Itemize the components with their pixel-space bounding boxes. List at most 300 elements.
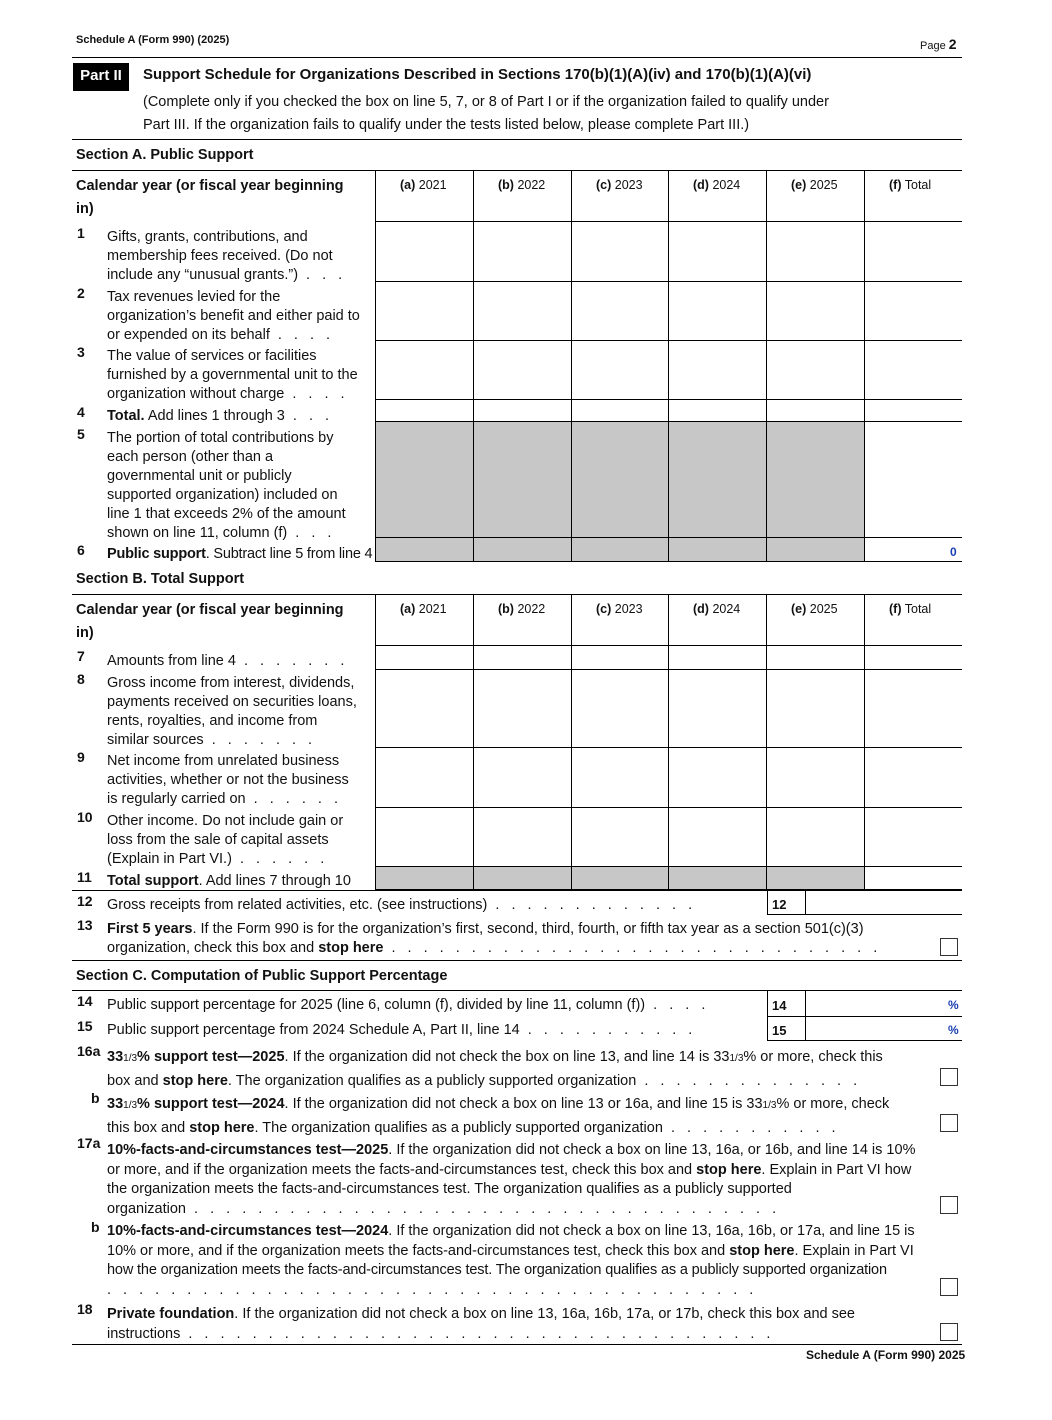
line-17b-label — [107, 1222, 957, 1300]
line-17a-checkbox[interactable] — [940, 1196, 958, 1214]
line-number: b — [91, 1219, 100, 1235]
line-bold: Total support — [107, 873, 199, 889]
leader-dots: . . . . . . — [245, 791, 342, 807]
line-text — [107, 1242, 957, 1262]
leader-dots: . . . . — [284, 386, 349, 402]
column-header-label — [572, 178, 643, 192]
line-number: 1 — [77, 225, 85, 241]
section-b-line-8-col-b[interactable] — [473, 670, 571, 748]
line-text — [107, 1222, 957, 1242]
column-letter: (b) — [498, 178, 514, 192]
line-text-part: similar sources — [107, 732, 204, 748]
leader-dots: . . . — [298, 267, 347, 283]
section-a-line-5-col-e — [766, 422, 864, 538]
line-15-box-bottom — [767, 1040, 962, 1041]
leader-dots: . . . . . . . . . . . — [519, 1022, 697, 1038]
column-header-label — [669, 178, 740, 192]
line-text-part: . If the Form 990 is for the organization’s first, second, third, fourth, or fifth tax year as a section 501(c)(3) — [192, 921, 864, 937]
section-a-line-4-col-d[interactable] — [668, 400, 766, 422]
leader-dots: . . . . . . . . . . . . . . — [636, 1073, 862, 1089]
line-text-part: . The organization qualifies as a publicly supported organization — [254, 1120, 663, 1136]
section-c-title: Section C. Computation of Public Support Percentage — [76, 968, 448, 984]
line-text-part: or expended on its behalf — [107, 327, 270, 343]
fraction: 1/3 — [123, 1053, 138, 1064]
line-text-part: 10% or more, and if the organization meets the facts-and-circumstances test, check this box and — [107, 1242, 730, 1259]
column-year: 2021 — [415, 178, 447, 192]
section-a-line-5-col-c — [571, 422, 668, 538]
line-number: 16a — [77, 1043, 101, 1059]
section-b-line-11-col-a — [375, 867, 473, 890]
line-11-label — [107, 872, 375, 891]
section-a-line-6-col-d — [668, 538, 766, 562]
leader-dots: . . . — [287, 525, 336, 541]
column-letter: (a) — [400, 602, 416, 616]
leader-dots: . . . . . . . — [235, 653, 349, 669]
schedule-header: Schedule A (Form 990) (2025) — [76, 34, 230, 46]
page-label: Page — [920, 40, 946, 52]
column-letter: (d) — [693, 178, 709, 192]
leader-dots: . . . . — [645, 997, 710, 1013]
column-header-label — [474, 178, 545, 192]
section-a-line-2-col-b[interactable] — [473, 282, 571, 341]
line-number: 6 — [77, 542, 85, 558]
line-bold: 33 — [107, 1049, 124, 1065]
line-text-part: this box and — [107, 1120, 190, 1136]
line-text-part: Public support percentage from 2024 Schedule A, Part II, line 14 — [107, 1022, 520, 1038]
line-text-part: . Explain in Part VI how — [761, 1161, 912, 1178]
line-text: the organization meets the facts-and-circumstances test. The organization qualifies as a publicly supported — [107, 1181, 792, 1197]
line-number: 5 — [77, 426, 85, 442]
section-a-line-2-col-f[interactable] — [864, 282, 962, 341]
section-b-line-10-col-d[interactable] — [668, 808, 766, 867]
line-text-part: Amounts from line 4 — [107, 653, 236, 669]
column-letter: (c) — [596, 178, 612, 192]
line-bold: Total. — [107, 408, 145, 424]
line-13-rule — [72, 960, 962, 961]
line-text — [107, 1305, 957, 1325]
line-text-part: Public support percentage for 2025 (line 6, column (f), divided by line 11, column (f)) — [107, 997, 646, 1013]
section-b-line-11-col-d — [668, 867, 766, 890]
fraction: 1/3 — [123, 1100, 138, 1111]
section-b-title: Section B. Total Support — [76, 571, 245, 587]
line-15-box-number: 15 — [772, 1023, 787, 1038]
line-text: Tax revenues levied for the — [107, 289, 281, 305]
section-b-line-10-col-a[interactable] — [375, 808, 473, 867]
line-number: 2 — [77, 285, 85, 301]
column-header — [375, 594, 473, 646]
column-header-label — [474, 602, 545, 616]
bottom-rule — [72, 1344, 962, 1345]
line-17b-checkbox[interactable] — [940, 1278, 958, 1296]
part-description-line-1: (Complete only if you checked the box on line 5, 7, or 8 of Part I or if the organization failed to qualify under — [143, 94, 829, 110]
column-header — [473, 170, 571, 222]
line-text-part: . Add lines 7 through 10 — [198, 873, 351, 889]
section-b-line-11-col-c — [571, 867, 668, 890]
line-number: 11 — [77, 869, 92, 885]
column-year: 2022 — [513, 602, 546, 616]
section-b-line-10-col-c[interactable] — [571, 808, 668, 867]
section-b-line-9-col-f[interactable] — [864, 748, 962, 808]
line-11-rule — [72, 890, 962, 891]
line-text: rents, royalties, and income from — [107, 713, 318, 729]
part-description-line-2: Part III. If the organization fails to qualify under the tests listed below, please complete Part III.) — [143, 117, 750, 133]
line-18-checkbox[interactable] — [940, 1323, 958, 1341]
line-text: organization’s benefit and either paid to — [107, 308, 360, 324]
line-bold: stop here — [318, 940, 384, 956]
line-bold: % support test—2024 — [137, 1096, 285, 1112]
line-text-part: . If the organization did not check a box on line 13 or 16a, and line 15 is 33 — [284, 1096, 763, 1112]
line-text-part: . If the organization did not check a box on line 13, 16a, or 16b, and line 14 is 10% — [388, 1142, 916, 1158]
line-2-label — [107, 288, 375, 345]
line-text-part: % or more, check — [776, 1096, 890, 1112]
section-a-line-4-col-b[interactable] — [473, 400, 571, 422]
leader-dots: . . . . . . . — [203, 732, 317, 748]
line-1-label — [107, 228, 375, 285]
line-13-checkbox[interactable] — [940, 938, 958, 956]
column-header — [571, 594, 668, 646]
line-bold: Public support — [107, 546, 206, 562]
calendar-label-line-2: in) — [76, 625, 94, 641]
line-text: each person (other than a — [107, 449, 274, 465]
column-header-label — [865, 178, 931, 192]
column-year: 2023 — [611, 178, 643, 192]
section-b-line-9-col-a[interactable] — [375, 748, 473, 808]
section-a-line-2-col-d[interactable] — [668, 282, 766, 341]
section-b-line-8-col-e[interactable] — [766, 670, 864, 748]
section-a-line-6-col-a — [375, 538, 473, 562]
footer-schedule: Schedule A (Form 990) 2025 — [806, 1348, 966, 1362]
line-12-label — [107, 896, 767, 915]
section-a-line-4-col-f[interactable] — [864, 400, 962, 422]
section-a-line-6-col-e — [766, 538, 864, 562]
line-number: 13 — [77, 917, 93, 933]
line-14-input[interactable] — [806, 992, 944, 1015]
column-header — [375, 170, 473, 222]
line-text-part: box and — [107, 1073, 163, 1089]
line-text — [107, 731, 375, 750]
leader-dots: . . . . . . . . . . . — [662, 1120, 840, 1136]
section-a-line-6-col-c — [571, 538, 668, 562]
top-rule — [72, 57, 962, 58]
line-13-label — [107, 920, 957, 958]
column-header-label — [767, 178, 838, 192]
line-text: how the organization meets the facts-and-circumstances test. The organization qualifies as a publicly supported organization — [107, 1262, 887, 1278]
column-year: 2025 — [806, 602, 838, 616]
section-a-line-2-col-e[interactable] — [766, 282, 864, 341]
section-b-line-7-col-c[interactable] — [571, 646, 668, 670]
calendar-label-line-2: in) — [76, 201, 94, 217]
section-a-line-1-col-e[interactable] — [766, 222, 864, 282]
column-header — [668, 170, 766, 222]
line-text: furnished by a governmental unit to the — [107, 367, 358, 383]
line-16b-checkbox[interactable] — [940, 1114, 958, 1132]
line-text — [107, 1161, 957, 1181]
line-text: payments received on securities loans, — [107, 694, 357, 710]
line-14-label — [107, 996, 767, 1015]
calendar-label-line-1: Calendar year (or fiscal year beginning — [76, 602, 344, 618]
section-a-line-3-col-a[interactable] — [375, 341, 473, 400]
line-18-label — [107, 1305, 957, 1344]
line-bold: 33 — [107, 1096, 124, 1112]
section-a-line-2-col-a[interactable] — [375, 282, 473, 341]
line-16a-label — [107, 1046, 957, 1093]
column-header — [571, 170, 668, 222]
section-b-line-8-col-f[interactable] — [864, 670, 962, 748]
line-10-label — [107, 812, 375, 869]
line-number: 12 — [77, 893, 93, 909]
line-text-part: shown on line 11, column (f) — [107, 525, 288, 541]
line-number: 4 — [77, 404, 85, 420]
section-a-line-3-col-d[interactable] — [668, 341, 766, 400]
line-text: Gifts, grants, contributions, and — [107, 229, 308, 245]
line-text-part: . If the organization did not check the box on line 13, and line 14 is 33 — [284, 1049, 730, 1065]
section-b-line-10-col-f[interactable] — [864, 808, 962, 867]
line-text — [107, 939, 957, 958]
line-text: supported organization) included on — [107, 487, 338, 503]
line-number: 3 — [77, 344, 85, 360]
line-text: governmental unit or publicly — [107, 468, 292, 484]
section-b-line-9-col-c[interactable] — [571, 748, 668, 808]
line-text-part: (Explain in Part VI.) — [107, 851, 232, 867]
section-a-line-5-col-d — [668, 422, 766, 538]
line-text-part: organization — [107, 1200, 186, 1217]
line-16a-checkbox[interactable] — [940, 1068, 958, 1086]
line-number: 9 — [77, 749, 85, 765]
column-year: 2023 — [611, 602, 643, 616]
line-text: Other income. Do not include gain or — [107, 813, 344, 829]
line-number: 10 — [77, 809, 93, 825]
section-a-line-1-col-f[interactable] — [864, 222, 962, 282]
line-17a-label — [107, 1141, 957, 1219]
section-b-line-7-col-d[interactable] — [668, 646, 766, 670]
line-text: loss from the sale of capital assets — [107, 832, 329, 848]
line-text-part: or more, and if the organization meets the facts-and-circumstances test, check this box and — [107, 1161, 697, 1178]
column-year: 2021 — [415, 602, 447, 616]
column-header — [668, 594, 766, 646]
fraction: 1/3 — [729, 1053, 744, 1064]
line-text-part: instructions — [107, 1325, 181, 1342]
line-16b-label — [107, 1093, 957, 1140]
page-number: 2 — [948, 36, 957, 52]
column-header-label — [376, 602, 447, 616]
section-b-calendar-label — [76, 599, 366, 645]
line-text-part: . The organization qualifies as a publicly supported organization — [227, 1073, 637, 1089]
section-a-line-4-col-c[interactable] — [571, 400, 668, 422]
section-a-line-3-col-f[interactable] — [864, 341, 962, 400]
line-7-label — [107, 652, 375, 671]
leader-dots: . . . . . . . . . . . . . — [487, 897, 697, 913]
line-text-part: organization, check this box and — [107, 940, 319, 956]
line-bold: % support test—2025 — [137, 1049, 285, 1065]
line-text-part: . If the organization did not check a box on line 13, 16a, 16b, 17a, or 17b, check this box and see — [234, 1306, 855, 1322]
column-letter: (d) — [693, 602, 709, 616]
leader-dots: . . . . . . . . . . . . . . . . . . . . . . . . . . . . . . . . . . . . . — [186, 1200, 781, 1217]
section-a-line-5-col-b — [473, 422, 571, 538]
leader-dots: . . . . . . . . . . . . . . . . . . . . . . . . . . . . . . . . . . . . . . . . . — [107, 1281, 758, 1298]
section-b-line-11-col-e — [766, 867, 864, 890]
column-letter: (f) — [889, 602, 902, 616]
section-a-calendar-label — [76, 175, 366, 221]
line-9-label — [107, 752, 375, 809]
section-b-line-7-col-f[interactable] — [864, 646, 962, 670]
line-text: Net income from unrelated business — [107, 753, 340, 769]
line-text-part: include any “unusual grants.”) — [107, 267, 299, 283]
line-text: line 1 that exceeds 2% of the amount — [107, 506, 346, 522]
line-5-label — [107, 429, 375, 543]
fraction: 1/3 — [762, 1100, 777, 1111]
line-text — [107, 1117, 957, 1140]
line-text — [107, 1141, 957, 1161]
line-bold: 10%-facts-and-circumstances test—2025 — [107, 1142, 389, 1158]
leader-dots: . . . . — [269, 327, 335, 343]
section-a-line-4-col-e[interactable] — [766, 400, 864, 422]
line-number: b — [91, 1090, 100, 1106]
column-letter: (c) — [596, 602, 612, 616]
section-b-line-8-col-a[interactable] — [375, 670, 473, 748]
line-text-part: Gross receipts from related activities, etc. (see instructions) — [107, 897, 488, 913]
line-15-label — [107, 1021, 767, 1040]
line-text-part: % or more, check this — [743, 1049, 883, 1065]
leader-dots: . . . . . . . . . . . . . . . . . . . . . . . . . . . . . . . . . . . . . — [180, 1325, 775, 1342]
line-text — [107, 1046, 957, 1070]
line-text — [107, 920, 957, 939]
line-bold: stop here — [696, 1161, 762, 1178]
line-text-part: . If the organization did not check a box on line 13, 16a, 16b, or 17a, and line 15 is — [388, 1223, 915, 1239]
line-text — [107, 1281, 957, 1301]
section-b-line-9-col-d[interactable] — [668, 748, 766, 808]
section-a-line-3-col-e[interactable] — [766, 341, 864, 400]
line-number: 18 — [77, 1301, 93, 1317]
line-text: The value of services or facilities — [107, 348, 317, 364]
section-b-line-9-col-e[interactable] — [766, 748, 864, 808]
section-a-line-2-col-c[interactable] — [571, 282, 668, 341]
section-c-rule — [72, 990, 962, 991]
line-number: 7 — [77, 648, 85, 664]
line-3-label — [107, 347, 375, 404]
section-a-title: Section A. Public Support — [76, 147, 254, 163]
line-14-percent-sign: % — [948, 998, 959, 1012]
line-text-part: . Explain in Part VI — [794, 1242, 914, 1259]
column-letter: (a) — [400, 178, 416, 192]
column-year: Total — [901, 602, 932, 616]
leader-dots: . . . — [284, 408, 334, 424]
line-text-part: Add lines 1 through 3 — [147, 408, 285, 424]
line-14-box-number: 14 — [772, 998, 787, 1013]
section-b-line-7-col-e[interactable] — [766, 646, 864, 670]
line-15-percent-sign: % — [948, 1023, 959, 1037]
section-a-line-4-col-a[interactable] — [375, 400, 473, 422]
column-letter: (e) — [791, 178, 807, 192]
calendar-label-line-1: Calendar year (or fiscal year beginning — [76, 178, 344, 194]
section-b-line-8-col-c[interactable] — [571, 670, 668, 748]
line-15-input[interactable] — [806, 1017, 944, 1040]
section-b-line-8-col-d[interactable] — [668, 670, 766, 748]
section-a-line-1-col-a[interactable] — [375, 222, 473, 282]
section-a-line-5-col-f[interactable] — [864, 422, 962, 538]
section-b-line-10-col-b[interactable] — [473, 808, 571, 867]
column-year: 2024 — [708, 178, 741, 192]
part-rule — [72, 139, 962, 140]
line-number: 8 — [77, 671, 85, 687]
column-year: 2024 — [708, 602, 741, 616]
line-number: 15 — [77, 1018, 93, 1034]
line-text — [107, 524, 375, 543]
line-bold: stop here — [189, 1120, 255, 1136]
line-text — [107, 1070, 957, 1093]
line-text — [107, 385, 375, 404]
line-12-box-number: 12 — [772, 897, 787, 912]
line-bold: First 5 years — [107, 921, 193, 937]
line-text — [107, 1200, 957, 1220]
line-6-total-value: 0 — [950, 545, 957, 559]
line-12-box-bottom — [767, 914, 962, 915]
line-bold: 10%-facts-and-circumstances test—2024 — [107, 1223, 389, 1239]
column-header-label — [767, 602, 838, 616]
line-text: Gross income from interest, dividends, — [107, 675, 355, 691]
section-a-line-1-col-d[interactable] — [668, 222, 766, 282]
line-bold: stop here — [162, 1073, 228, 1089]
column-header — [766, 170, 864, 222]
column-header — [473, 594, 571, 646]
section-a-line-1-col-c[interactable] — [571, 222, 668, 282]
part-title: Support Schedule for Organizations Described in Sections 170(b)(1)(A)(iv) and 170(b)(1)(A)(vi) — [143, 66, 812, 83]
section-a-line-3-col-c[interactable] — [571, 341, 668, 400]
section-b-line-10-col-e[interactable] — [766, 808, 864, 867]
column-header-label — [376, 178, 447, 192]
line-text: membership fees received. (Do not — [107, 248, 333, 264]
column-header-label — [572, 602, 643, 616]
section-b-line-11-col-f[interactable] — [864, 867, 962, 890]
column-header-label — [669, 602, 740, 616]
line-number: 17a — [77, 1135, 101, 1151]
line-4-label — [107, 407, 375, 426]
section-b-line-7-col-a[interactable] — [375, 646, 473, 670]
column-header — [766, 594, 864, 646]
line-text — [107, 326, 375, 345]
column-year: 2022 — [513, 178, 546, 192]
section-a-line-6-col-f[interactable] — [864, 538, 962, 562]
part-label: Part II — [73, 63, 129, 91]
line-text: The portion of total contributions by — [107, 430, 334, 446]
box-divider — [767, 891, 768, 915]
line-8-label — [107, 674, 375, 750]
leader-dots: . . . . . . — [231, 851, 329, 867]
section-b-line-7-col-b[interactable] — [473, 646, 571, 670]
column-letter: (f) — [889, 178, 902, 192]
part-description — [143, 91, 943, 137]
column-header — [864, 170, 962, 222]
section-b-line-9-col-b[interactable] — [473, 748, 571, 808]
section-a-line-1-col-b[interactable] — [473, 222, 571, 282]
line-text-part: is regularly carried on — [107, 791, 246, 807]
line-number: 14 — [77, 993, 93, 1009]
column-year: Total — [901, 178, 932, 192]
line-text — [107, 266, 375, 285]
line-text-part: . Subtract line 5 from line 4 — [205, 546, 373, 562]
line-6-label — [107, 545, 375, 564]
leader-dots: . . . . . . . . . . . . . . . . . . . . . . . . . . . . . . . — [383, 940, 882, 956]
line-12-input[interactable] — [806, 892, 961, 914]
column-header-label — [865, 602, 931, 616]
line-text — [107, 1093, 957, 1117]
column-letter: (e) — [791, 602, 807, 616]
section-a-line-3-col-b[interactable] — [473, 341, 571, 400]
column-header — [864, 594, 962, 646]
section-a-line-6-col-b — [473, 538, 571, 562]
line-text — [107, 1325, 957, 1345]
line-text-part: organization without charge — [107, 386, 285, 402]
column-year: 2025 — [806, 178, 838, 192]
